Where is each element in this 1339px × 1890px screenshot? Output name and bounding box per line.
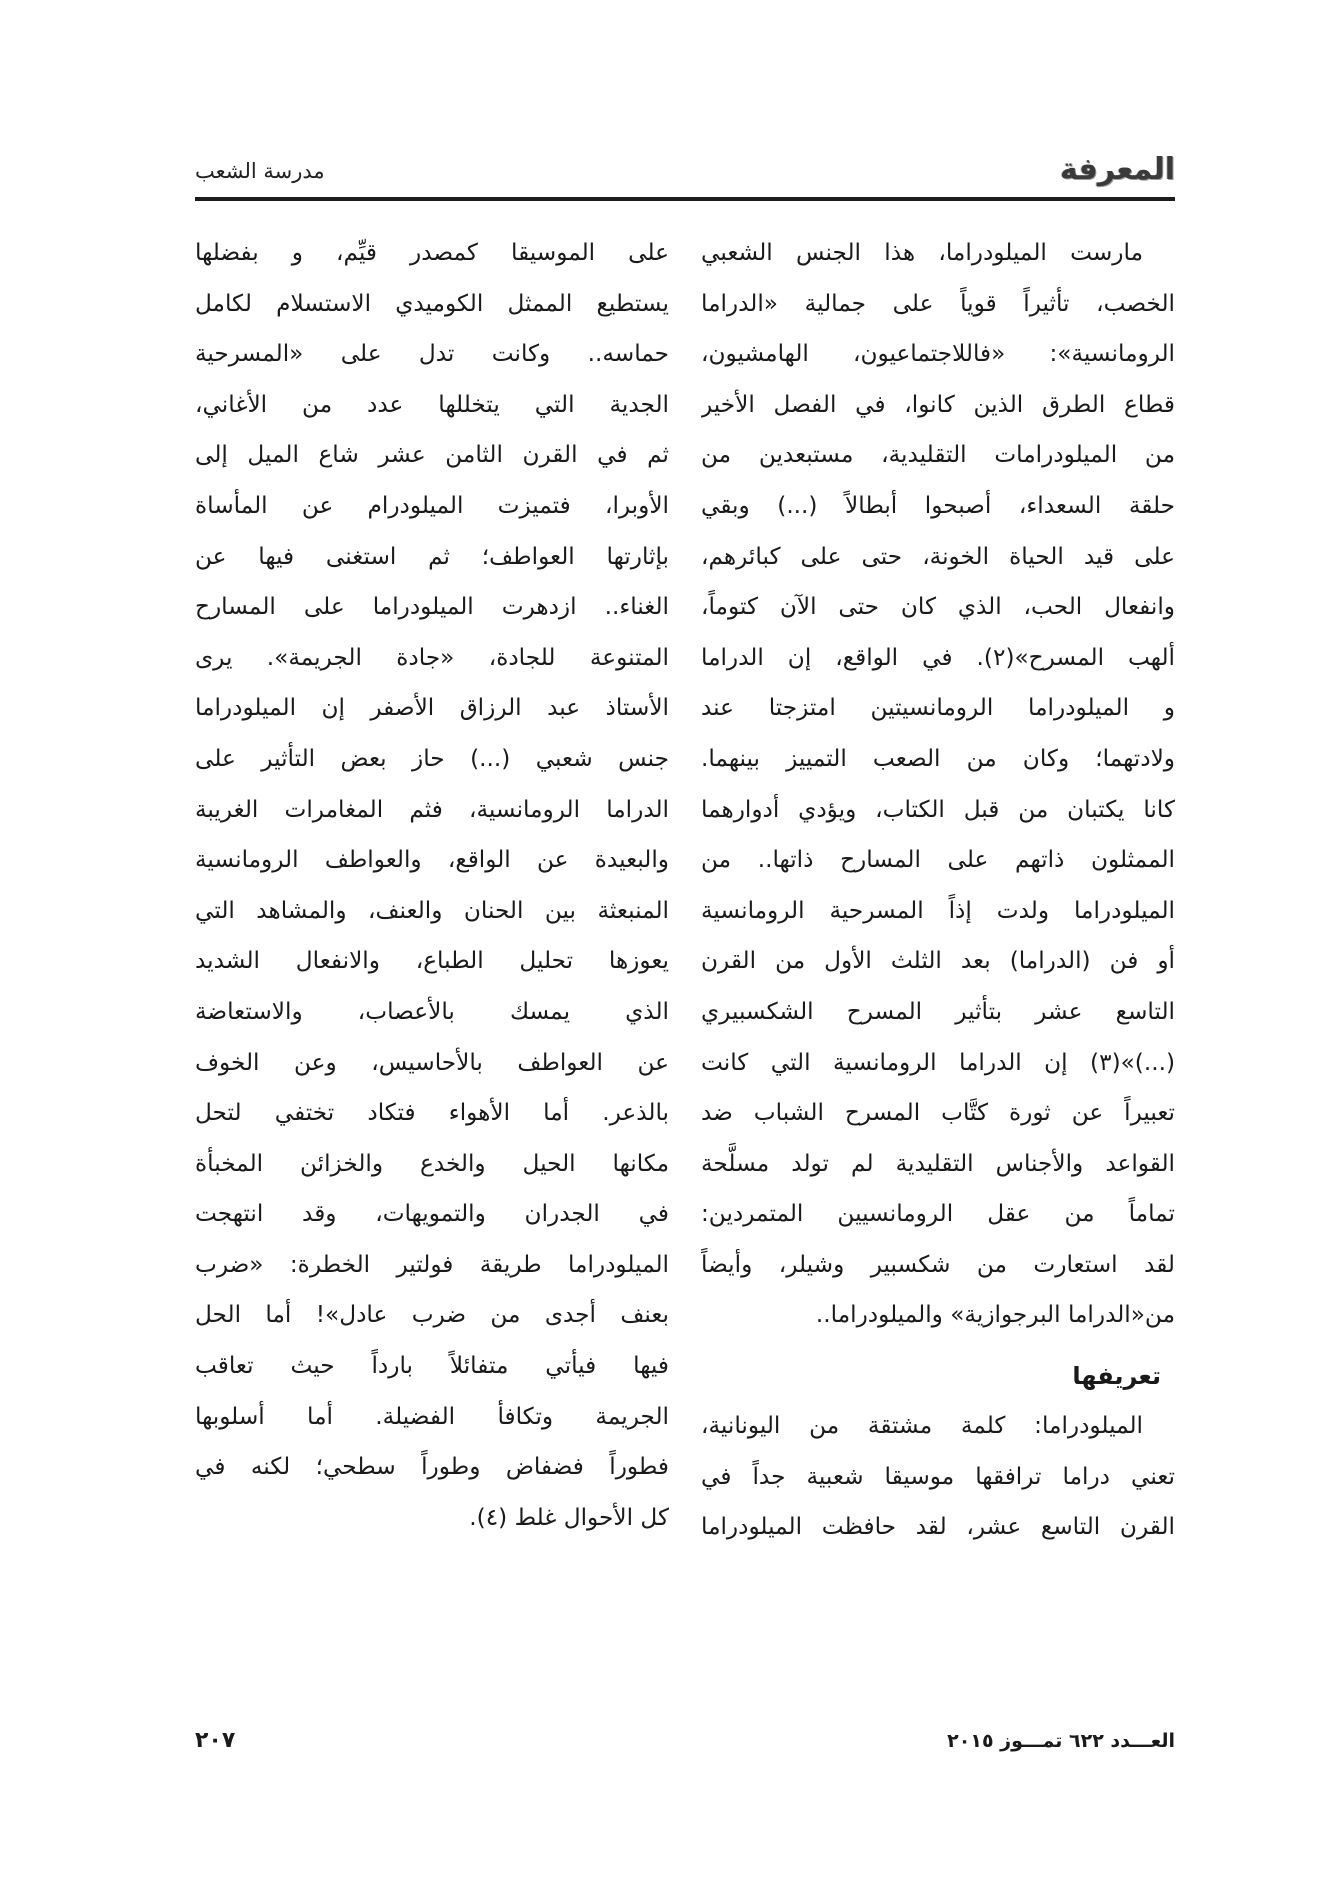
body-line: بإثارتها العواطف؛ ثم استغنى فيها عن: [195, 542, 669, 570]
body-line: الغناء.. ازدهرت الميلودراما على المسارح: [195, 593, 669, 621]
body-line: من الميلودرامات التقليدية، مستبعدين من: [701, 441, 1175, 469]
body-line: مارست الميلودراما، هذا الجنس الشعبي: [701, 239, 1143, 266]
body-line: تماماً من عقل الرومانسيين المتمردين:: [701, 1200, 1175, 1228]
issue-info: العـــدد ٦٢٢ تمـــوز ٢٠١٥: [947, 1730, 1175, 1752]
section-subheading: تعريفها: [1072, 1362, 1161, 1391]
page-footer: [195, 1725, 1175, 1761]
body-line: تعني دراما ترافقها موسيقا شعبية جداً في: [701, 1462, 1175, 1490]
body-line: بعنف أجدى من ضرب عادل»! أما الحل: [195, 1301, 669, 1329]
body-line: يعوزها تحليل الطباع، والانفعال الشديد: [195, 947, 669, 975]
body-line: أو فن (الدراما) بعد الثلث الأول من القرن: [701, 947, 1175, 975]
body-line: على قيد الحياة الخونة، حتى على كبائرهم،: [701, 542, 1175, 570]
body-line: الخصب، تأثيراً قوياً على جمالية «الدراما: [701, 289, 1175, 317]
body-line: لقد استعارت من شكسبير وشيلر، وأيضاً: [701, 1250, 1175, 1278]
body-line: الأستاذ عبد الرزاق الأصفر إن الميلودراما: [195, 694, 669, 722]
body-line: مكانها الحيل والخدع والخزائن المخبأة: [195, 1149, 669, 1177]
body-line: الذي يمسك بالأعصاب، والاستعاضة: [195, 997, 669, 1025]
body-line: الأوبرا، فتميزت الميلودرام عن المأساة: [195, 491, 669, 519]
body-line: كل الأحوال غلط (٤).: [469, 1503, 669, 1531]
body-line: ألهب المسرح»(٢). في الواقع، إن الدراما: [701, 643, 1175, 671]
body-line: الدراما الرومانسية، فثم المغامرات الغريبة: [195, 795, 669, 823]
body-line: بالذعر. أما الأهواء فتكاد تختفي لتحل: [195, 1099, 669, 1127]
body-line: ثم في القرن الثامن عشر شاع الميل إلى: [195, 441, 669, 469]
body-line: على الموسيقا كمصدر قيِّم، و بفضلها: [195, 239, 669, 266]
body-line: الممثلون ذاتهم على المسارح ذاتها.. من: [701, 846, 1175, 874]
body-line: الجريمة وتكافأ الفضيلة. أما أسلوبها: [195, 1402, 669, 1430]
body-line: ولادتهما؛ وكان من الصعب التمييز بينهما.: [701, 744, 1175, 772]
body-line: قطاع الطرق الذين كانوا، في الفصل الأخير: [701, 390, 1175, 418]
body-line: من«الدراما البرجوازية» والميلودراما..: [815, 1301, 1175, 1329]
article-column-left: [195, 228, 669, 1543]
body-line: الرومانسية»: «فاللاجتماعيون، الهامشيون،: [701, 340, 1175, 368]
body-line: فطوراً فضفاض وطوراً سطحي؛ لكنه في: [195, 1453, 669, 1481]
section-title: مدرسة الشعب: [195, 159, 325, 183]
body-line: يستطيع الممثل الكوميدي الاستسلام لكامل: [195, 289, 669, 317]
body-line: القواعد والأجناس التقليدية لم تولد مسلَّحة: [701, 1149, 1175, 1177]
body-line: (...)»(٣) إن الدراما الرومانسية التي كانت: [701, 1048, 1175, 1076]
page-number: ٢٠٧: [195, 1728, 236, 1753]
body-line: و الميلودراما الرومانسيتين امتزجتا عند: [701, 694, 1175, 722]
header-divider: [195, 197, 1175, 201]
body-line: القرن التاسع عشر، لقد حافظت الميلودراما: [701, 1513, 1175, 1541]
body-line: المتنوعة للجادة، «جادة الجريمة». يرى: [195, 643, 669, 671]
body-line: الميلودراما: كلمة مشتقة من اليونانية،: [701, 1412, 1143, 1440]
body-line: الميلودراما ولدت إذاً المسرحية الرومانسية: [701, 896, 1175, 924]
body-line: المنبعثة بين الحنان والعنف، والمشاهد التي: [195, 896, 669, 924]
body-line: فيها فيأتي متفائلاً بارداً حيث تعاقب: [195, 1352, 669, 1380]
page-header: [195, 150, 1175, 198]
body-line: جنس شعبي (...) حاز بعض التأثير على: [195, 744, 669, 772]
body-line: حلقة السعداء، أصبحوا أبطالاً (...) وبقي: [701, 491, 1175, 519]
body-line: عن العواطف بالأحاسيس، وعن الخوف: [195, 1048, 669, 1076]
body-line: التاسع عشر بتأثير المسرح الشكسبيري: [701, 997, 1175, 1025]
body-line: وانفعال الحب، الذي كان حتى الآن كتوماً،: [701, 593, 1175, 621]
article-column-right: [701, 228, 1175, 1553]
body-line: حماسه.. وكانت تدل على «المسرحية: [195, 340, 669, 368]
body-line: كانا يكتبان من قبل الكتاب، ويؤدي أدوارهما: [701, 795, 1175, 823]
body-line: تعبيراً عن ثورة كتَّاب المسرح الشباب ضد: [701, 1099, 1175, 1127]
magazine-logo: المعرفة: [1059, 152, 1175, 187]
body-line: في الجدران والتمويهات، وقد انتهجت: [195, 1200, 669, 1228]
body-line: الجدية التي يتخللها عدد من الأغاني،: [195, 390, 669, 418]
body-line: والبعيدة عن الواقع، والعواطف الرومانسية: [195, 846, 669, 874]
body-line: الميلودراما طريقة فولتير الخطرة: «ضرب: [195, 1250, 669, 1278]
